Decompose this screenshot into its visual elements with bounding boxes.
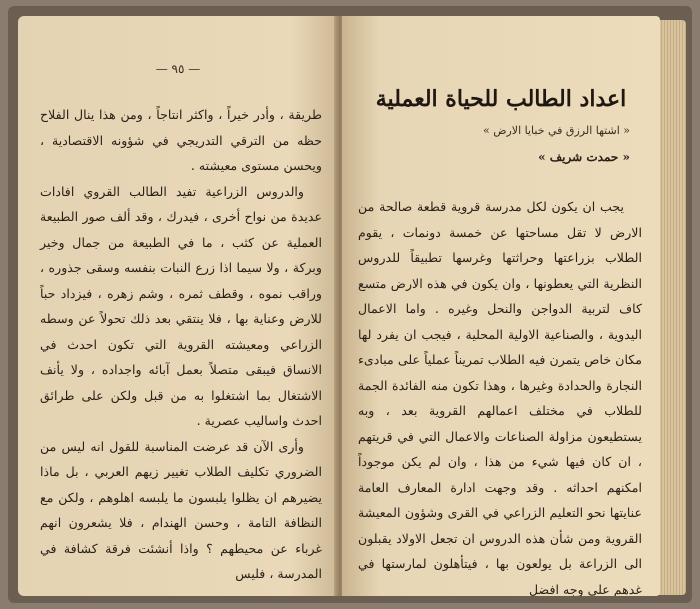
left-page-text — [40, 102, 322, 587]
left-paragraph: طريقة ، وأدر خيراً ، واكثر انتاجاً ، ومن هذا ينال الفلاح حظه من الترقي التدريجي في شؤونه الاقتصادية ، ويحسن مستوى معيشته . — [40, 107, 322, 173]
left-paragraph: وأرى الآن قد عرضت المناسبة للقول انه ليس من الضروري تكليف الطلاب تغيير زيهم العربي ، بل ماذا يضيرهم ان يظلوا يلبسون ما يلبسه اهلوهم ، ولكن مع النظافة التامة ، وحسن الهندام ، فلا يشعرون انهم غرباء عن محيطهم ؟ واذا أنشئت فرقة كشافة في المدرسة ، فليس — [40, 438, 322, 581]
left-page — [18, 16, 338, 596]
right-paragraph: يجب ان يكون لكل مدرسة قروية قطعة صالحة من الارض لا تقل مساحتها عن خمسة دونمات ، يقوم الطلاب بزراعتها وحراثتها وغرسها تطبيقاً للدروس النظرية التي يعطونها ، وان يكون في هذه الارض متسع كاف لتربية الدواجن والنحل وغيره . واما الاعمال اليدوية ، والصناعية الاولية المحلية ، فيجب ان يفرد لها مكان خاص يتمرن فيه الطلاب تمريناً عملياً على مبادىء النجارة والحدادة وغيرها ، وهذا تكون منه الفائدة الجمة للطلاب في مختلف اعمالهم القروية بعد ، وبه يستطيعون مزاولة الصناعات والاعمال التي في قريتهم ، ان كان فيها شيء من هذا ، وان لم يكن موجوداً امكنهم احداثه . وقد وجهت ادارة المعارف العامة عنايتها نحو التعليم الزراعي في القرى وشؤون المعيشة القروية ومن شأن هذه الدروس ان تجعل الاولاد يقبلون الى الزراعة بل يولعون بها ، فيتأهلون لمارستها في غدهم على وجه افضل — [358, 199, 642, 596]
left-paragraph: والدروس الزراعية تفيد الطالب القروي افادات عديدة من نواح أخرى ، فيدرك ، وقد ألف صور الطبيعة العملية عن كثب ، ما في الطبيعة من جمال وخير وبركة ، ولا سيما اذا زرع النبات بنفسه وسقى جذوره ، وراقب نموه ، وقطف ثمره ، وشم زهره ، فيزداد حباً للارض وعناية بها ، فلا ينتقي بعد ذلك تحولاً عن وسطه الزراعي ومعيشته القروية التي تكون احدث في الانساق فيبقى متصلاً بعمل آبائه واجداده ، ولا يأنف الاشتغال بما اشتغلوا به من قبل ولكن على طرائق احدث واساليب عصرية . — [40, 183, 322, 428]
chapter-title: اعداد الطالب للحياة العملية — [375, 86, 627, 112]
right-page — [342, 16, 660, 596]
author-name: « حمدت شريف » — [538, 150, 630, 164]
chapter-subtitle: « اشتها الرزق في خبايا الارض » — [482, 124, 630, 137]
right-page-text — [358, 194, 642, 596]
page-number: — ٩٥ — — [155, 62, 201, 76]
open-book — [8, 6, 692, 603]
